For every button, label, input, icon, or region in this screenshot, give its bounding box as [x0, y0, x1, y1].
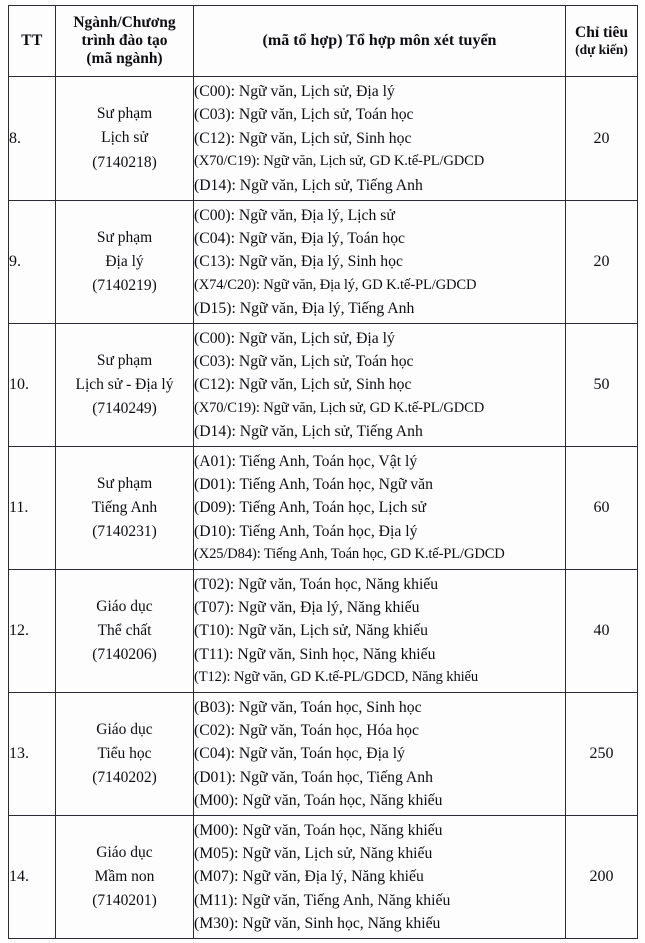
subject-combination-line: (D01): Ngữ văn, Toán học, Tiếng Anh [194, 768, 433, 786]
row-index-cell: 14. [9, 816, 56, 939]
column-header-major-line3: (mã ngành) [86, 50, 163, 68]
row-index-cell: 8. [9, 77, 56, 201]
major-name-line: Sư phạm [96, 105, 153, 123]
major-name-line: Tiếng Anh [91, 498, 158, 516]
subject-combination-cell [194, 77, 566, 201]
subject-combination-line: (C00): Ngữ văn, Lịch sử, Địa lý [194, 329, 395, 347]
subject-combination-line: (X74/C20): Ngữ văn, Địa lý, GD K.tế-PL/GDCD [194, 276, 477, 293]
subject-combination-line: (C13): Ngữ văn, Địa lý, Sinh học [194, 253, 403, 271]
major-name-line: Mầm non [94, 867, 155, 885]
subject-combination-line: (X25/D84): Tiếng Anh, Toán học, GD K.tế-PL/GDCD [194, 546, 505, 563]
subject-combination-line: (A01): Tiếng Anh, Toán học, Vật lý [194, 452, 418, 470]
subject-combination-line: (C04): Ngữ văn, Địa lý, Toán học [194, 229, 406, 247]
subject-combination-line: (C00): Ngữ văn, Địa lý, Lịch sử [194, 206, 395, 224]
major-name-line: Giáo dục [96, 597, 153, 615]
subject-combination-line: (T07): Ngữ văn, Địa lý, Năng khiếu [194, 598, 420, 616]
subject-combination-line: (C03): Ngữ văn, Lịch sử, Toán học [194, 106, 414, 124]
major-name-line: Giáo dục [96, 720, 153, 738]
table-header [9, 6, 638, 77]
table-row [9, 324, 638, 447]
major-code: (7140219) [92, 277, 157, 294]
major-code: (7140249) [92, 400, 157, 417]
major-cell [56, 570, 194, 693]
row-index-cell: 10. [9, 324, 56, 447]
subject-combination-line: (M00): Ngữ văn, Toán học, Năng khiếu [194, 821, 443, 839]
subject-combination-line: (T10): Ngữ văn, Lịch sử, Năng khiếu [194, 622, 428, 640]
major-name-line: Lịch sử - Địa lý [75, 375, 174, 393]
subject-combination-cell [194, 816, 566, 939]
subject-combination-cell [194, 447, 566, 570]
column-header-quota [566, 6, 638, 77]
major-name-line: Sư phạm [96, 228, 153, 246]
quota-cell: 200 [566, 816, 638, 939]
table-row [9, 693, 638, 816]
subject-combination-line: (M05): Ngữ văn, Lịch sử, Năng khiếu [194, 844, 433, 862]
subject-combination-line: (C00): Ngữ văn, Lịch sử, Địa lý [194, 83, 395, 101]
subject-combination-line: (X70/C19): Ngữ văn, Lịch sử, GD K.tế-PL/GDCD [194, 399, 485, 416]
major-cell [56, 77, 194, 201]
quota-cell: 20 [566, 201, 638, 324]
subject-combination-cell [194, 693, 566, 816]
major-code: (7140201) [92, 892, 157, 909]
column-header-quota-line1: Chỉ tiêu [575, 23, 628, 41]
subject-combination-line: (M30): Ngữ văn, Sinh học, Năng khiếu [194, 915, 441, 933]
subject-combination-line: (D15): Ngữ văn, Địa lý, Tiếng Anh [194, 300, 415, 318]
major-code: (7140218) [92, 153, 157, 171]
row-index-cell: 9. [9, 201, 56, 324]
column-header-tt: TT [9, 6, 56, 77]
subject-combination-line: (B03): Ngữ văn, Toán học, Sinh học [194, 698, 422, 716]
row-index-cell: 11. [9, 447, 56, 570]
admissions-quota-table [8, 5, 638, 939]
column-header-major-line2: trình đào tạo [81, 31, 168, 49]
subject-combination-line: (D01): Tiếng Anh, Toán học, Ngữ văn [194, 475, 433, 493]
quota-cell: 50 [566, 324, 638, 447]
subject-combination-line: (C12): Ngữ văn, Lịch sử, Sinh học [194, 376, 412, 394]
row-index-cell: 12. [9, 570, 56, 693]
subject-combination-line: (T12): Ngữ văn, GD K.tế-PL/GDCD, Năng khiếu [194, 669, 478, 686]
subject-combination-line: (C12): Ngữ văn, Lịch sử, Sinh học [194, 129, 412, 147]
major-name-line: Địa lý [105, 252, 144, 270]
major-code: (7140206) [92, 646, 157, 663]
header-row [9, 6, 638, 77]
quota-cell: 20 [566, 77, 638, 201]
major-cell [56, 693, 194, 816]
subject-combination-line: (D14): Ngữ văn, Lịch sử, Tiếng Anh [194, 423, 423, 441]
table-row [9, 447, 638, 570]
row-index-cell: 13. [9, 693, 56, 816]
column-header-major-line1: Ngành/Chương [73, 13, 176, 31]
subject-combination-line: (C04): Ngữ văn, Toán học, Địa lý [194, 745, 406, 763]
major-cell [56, 447, 194, 570]
column-header-combination: (mã tổ hợp) Tổ hợp môn xét tuyển [194, 6, 566, 77]
major-name-line: Thể chất [97, 621, 152, 639]
major-name-line: Sư phạm [96, 474, 153, 492]
major-code: (7140231) [92, 523, 157, 540]
subject-combination-line: (D09): Tiếng Anh, Toán học, Lịch sử [194, 499, 426, 517]
major-cell [56, 816, 194, 939]
subject-combination-line: (T02): Ngữ văn, Toán học, Năng khiếu [194, 575, 439, 593]
major-code: (7140202) [92, 769, 157, 786]
major-name-line: Tiểu học [97, 744, 152, 762]
subject-combination-line: (M00): Ngữ văn, Toán học, Năng khiếu [194, 792, 443, 810]
subject-combination-line: (D10): Tiếng Anh, Toán học, Địa lý [194, 522, 418, 540]
table-row [9, 77, 638, 201]
subject-combination-line: (D14): Ngữ văn, Lịch sử, Tiếng Anh [194, 176, 423, 194]
major-name-line: Lịch sử [101, 129, 148, 147]
subject-combination-line: (X70/C19): Ngữ văn, Lịch sử, GD K.tế-PL/GDCD [194, 153, 485, 170]
subject-combination-line: (T11): Ngữ văn, Sinh học, Năng khiếu [194, 645, 436, 663]
subject-combination-line: (C02): Ngữ văn, Toán học, Hóa học [194, 721, 419, 739]
quota-cell: 250 [566, 693, 638, 816]
quota-cell: 60 [566, 447, 638, 570]
major-cell [56, 324, 194, 447]
column-header-major [56, 6, 194, 77]
subject-combination-line: (M07): Ngữ văn, Địa lý, Năng khiếu [194, 868, 424, 886]
table-body [9, 77, 638, 939]
major-name-line: Sư phạm [96, 351, 153, 369]
subject-combination-line: (M11): Ngữ văn, Tiếng Anh, Năng khiếu [194, 891, 451, 909]
table-row [9, 201, 638, 324]
subject-combination-cell [194, 570, 566, 693]
major-cell [56, 201, 194, 324]
table-row [9, 570, 638, 693]
subject-combination-cell [194, 324, 566, 447]
subject-combination-cell [194, 201, 566, 324]
column-header-quota-line2: (dự kiến) [575, 42, 628, 58]
subject-combination-line: (C03): Ngữ văn, Lịch sử, Toán học [194, 352, 414, 370]
major-name-line: Giáo dục [96, 843, 153, 861]
quota-cell: 40 [566, 570, 638, 693]
table-row [9, 816, 638, 939]
